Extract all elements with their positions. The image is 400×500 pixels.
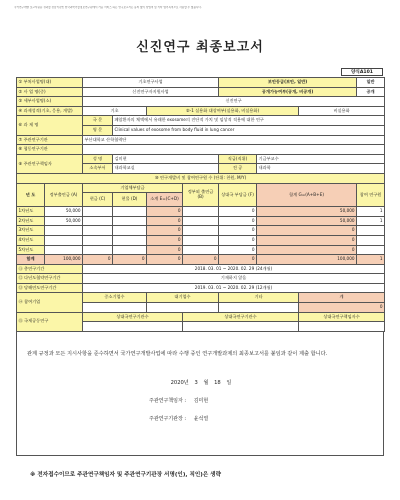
- budget-matching: 0: [219, 235, 257, 245]
- row-companies-head: [17, 293, 385, 303]
- budget-row: [17, 235, 385, 245]
- row-researcher-name: [17, 154, 385, 164]
- budget-cash: [83, 245, 113, 255]
- date-month-unit: 월: [203, 380, 209, 386]
- budget-subtotal: 0: [147, 245, 183, 255]
- intl-country-label: 상대국연구기관수: [83, 312, 183, 322]
- row-period-this: [17, 283, 385, 293]
- researcher-dept-value: 내과학교실: [113, 164, 219, 174]
- companies-large-value: [147, 303, 219, 313]
- row-coop-org: [17, 145, 385, 155]
- declaration-box: [16, 332, 384, 456]
- coop-org-label: ⑧ 협동연구기관: [17, 145, 83, 155]
- budget-year: 5차년도: [17, 245, 45, 255]
- researcher-name-label: 성 명: [83, 154, 113, 164]
- researcher-major-label: 전 공: [219, 164, 257, 174]
- budget-total: 0: [257, 226, 357, 236]
- budget-people: [357, 245, 385, 255]
- budget-subtotal: 0: [147, 226, 183, 236]
- signer-researcher-label: 주관연구책임자 :: [149, 398, 187, 404]
- project-eng-label: 영 문: [83, 125, 113, 135]
- budget-sum-row: [17, 255, 385, 265]
- period-prev-label: ⑫ 다년도협약연구기간: [17, 274, 83, 284]
- security-level-label: 보안등급(보안, 일반): [219, 78, 357, 88]
- budget-sum-matching: 0: [219, 255, 257, 265]
- public-value: 공개: [357, 87, 385, 97]
- budget-people: [357, 226, 385, 236]
- companies-small-label: 중소기업수: [83, 293, 147, 303]
- budget-sum-total: 100,000: [257, 255, 357, 265]
- researcher-name-value: 김미현: [113, 154, 219, 164]
- budget-local: [183, 207, 219, 217]
- budget-gov: 50,000: [45, 216, 83, 226]
- date-day-unit: 일: [226, 380, 232, 386]
- intl-researcher-value: [299, 322, 385, 332]
- coop-org-value: [83, 145, 385, 155]
- period-prev-value: 기재하지 않음: [83, 274, 385, 284]
- signer-researcher: [149, 397, 208, 404]
- budget-local: [183, 235, 219, 245]
- host-org-label: ⑦ 주관연구기관: [17, 135, 83, 145]
- researcher-major-value: 내과학: [257, 164, 385, 174]
- companies-small-value: [83, 303, 147, 313]
- budget-year: 2차년도: [17, 216, 45, 226]
- budget-cash-header: 현금 (C): [83, 193, 113, 207]
- budget-row: [17, 216, 385, 226]
- budget-people: 1: [357, 216, 385, 226]
- row-period-prev: [17, 274, 385, 284]
- research-type-value: 기초: [83, 106, 147, 116]
- sub-business-label: ③ 세부사업명(소): [17, 97, 83, 107]
- budget-cash: [83, 235, 113, 245]
- budget-year: 4차년도: [17, 235, 45, 245]
- budget-sum-inkind: 0: [113, 255, 147, 265]
- row-detail-business: [17, 87, 385, 97]
- row-business-name: [17, 78, 385, 88]
- budget-subtotal: 0: [147, 207, 183, 217]
- budget-subtotal-header: 소계 E=(C+D): [147, 193, 183, 207]
- business-name-value: 기초연구사업: [83, 78, 219, 88]
- budget-people-header: 참여 연구원: [357, 183, 385, 207]
- budget-sum-label: 합계: [17, 255, 45, 265]
- period-total-value: 2018. 03. 01 ~ 2020. 02. 29 (24개월): [83, 264, 385, 274]
- report-form-table: [16, 77, 385, 332]
- budget-gov: [45, 245, 83, 255]
- period-this-label: ⑬ 당해연도연구기간: [17, 283, 83, 293]
- budget-cash: [83, 207, 113, 217]
- budget-matching: 0: [219, 216, 257, 226]
- date-year: 2020년: [170, 380, 189, 386]
- companies-label: ⑭ 참여기업: [17, 293, 83, 312]
- budget-cash: [83, 216, 113, 226]
- budget-sum-gov: 100,000: [45, 255, 83, 265]
- budget-matching: 0: [219, 207, 257, 217]
- intl-researcher-label: 상대국연구책임자수: [299, 312, 385, 322]
- public-label: 공개가능여부(공개, 비공개): [219, 87, 357, 97]
- intl-country2-value: [183, 322, 299, 332]
- period-total-label: ⑪ 총연구기간: [17, 264, 83, 274]
- intl-country-value: [83, 322, 183, 332]
- companies-total-value: 0: [299, 303, 385, 313]
- budget-company-header: 기업체부담금: [83, 183, 183, 193]
- budget-heading-row: [17, 173, 385, 183]
- companies-total-label: 계: [299, 293, 385, 303]
- business-name-label: ① 부처사업명(대): [17, 78, 83, 88]
- intl-country2-label: 상대국연구기관수: [183, 312, 299, 322]
- project-kor-label: 국 문: [83, 116, 113, 126]
- budget-matching-header: 상대국 부담금 (F): [219, 183, 257, 207]
- budget-year: 1차년도: [17, 207, 45, 217]
- budget-total: 50,000: [257, 216, 357, 226]
- budget-sum-cash: 0: [83, 255, 113, 265]
- row-period-total: [17, 264, 385, 274]
- budget-row: [17, 207, 385, 217]
- signer-head-name: 윤석열: [193, 416, 209, 422]
- budget-sum-people: 1: [357, 255, 385, 265]
- researcher-label: ⑨ 주관연구책임자: [17, 154, 83, 173]
- budget-total-header: 합계 G=(A+B+E): [257, 183, 357, 207]
- period-this-value: 2019. 03. 01 ~ 2020. 02. 29 (12개월): [83, 283, 385, 293]
- page-title: 신진연구 최종보고서: [136, 40, 264, 55]
- companies-large-label: 대기업수: [147, 293, 219, 303]
- signer-institution-head: [149, 415, 208, 422]
- project-kor-value: 폐암환자의 체액에서 유래한 exosome의 진단적 가치 및 임상적 적용에 대한 연구: [113, 116, 385, 126]
- budget-subtotal: 0: [147, 235, 183, 245]
- footnote: ※ 전자접수이므로 주관연구책임자 및 주관연구기관장 서명(인), 직인)은 생략: [30, 472, 221, 478]
- budget-local: [183, 245, 219, 255]
- budget-people: [357, 235, 385, 245]
- budget-heading: ⑩ 연구개발비 및 참여연구원 수 (단위: 천원, M/Y): [17, 173, 385, 183]
- budget-matching: 0: [219, 226, 257, 236]
- budget-gov: [45, 235, 83, 245]
- budget-sum-local: 0: [183, 255, 219, 265]
- security-level-value: 일반: [357, 78, 385, 88]
- budget-subtotal: 0: [147, 216, 183, 226]
- budget-header-row-1: [17, 183, 385, 193]
- budget-local: [183, 226, 219, 236]
- detail-business-label: ② 사 업 명(중): [17, 87, 83, 97]
- budget-local: [183, 216, 219, 226]
- budget-inkind: [113, 226, 147, 236]
- detail-business-value: 신진연구자지원사업: [83, 87, 219, 97]
- row-host-org: [17, 135, 385, 145]
- companies-other-value: [219, 303, 299, 313]
- declaration-text: 관계 규정과 모든 지시사항을 준수하면서 국가연구개발사업에 따라 수행 중인 연구개발과제의 최종보고서를 붙임과 같이 제출 합니다.: [27, 351, 328, 357]
- budget-inkind-header: 현물 (D): [113, 193, 147, 207]
- row-intl-head: [17, 312, 385, 322]
- budget-people: 1: [357, 207, 385, 217]
- budget-local-header: 정부외 출연금 (B): [183, 183, 219, 207]
- project-name-label: ⑥ 과 제 명: [17, 116, 83, 135]
- budget-total: 0: [257, 245, 357, 255]
- project-eng-value: Clinical values of exosome from body fluid in lung cancer: [113, 125, 385, 135]
- form-code-label: 양식A101: [341, 68, 383, 76]
- date-month: 3: [194, 380, 198, 386]
- intl-label: ⑮ 국제공동연구: [17, 312, 83, 331]
- budget-gov-header: 정부출연금 (A): [45, 183, 83, 207]
- row-research-type: [17, 106, 385, 116]
- submission-date: [17, 379, 385, 386]
- practical-use-value: 비실용화: [299, 106, 385, 116]
- signer-head-label: 주관연구기관장 :: [149, 416, 187, 422]
- companies-other-label: 기타: [219, 293, 299, 303]
- researcher-position-value: 기금부교수: [257, 154, 385, 164]
- budget-matching: 0: [219, 245, 257, 255]
- research-type-label: ④ 과제성격(기초, 응용, 개발): [17, 106, 83, 116]
- host-org-value: 부산대학교 산학협력단: [83, 135, 385, 145]
- budget-inkind: [113, 245, 147, 255]
- practical-use-label: ⑤-1 실용화 대상여부(실용화, 비실용화): [147, 106, 299, 116]
- budget-year: 3차년도: [17, 226, 45, 236]
- date-day: 18: [214, 380, 221, 386]
- budget-inkind: [113, 235, 147, 245]
- budget-gov: 50,000: [45, 207, 83, 217]
- budget-inkind: [113, 207, 147, 217]
- budget-sum-subtotal: 0: [147, 255, 183, 265]
- signer-researcher-name: 김미현: [193, 398, 209, 404]
- budget-row: [17, 245, 385, 255]
- researcher-dept-label: 소속부서: [83, 164, 113, 174]
- row-sub-business: [17, 97, 385, 107]
- budget-row: [17, 226, 385, 236]
- budget-total: 50,000: [257, 207, 357, 217]
- row-project-kor: [17, 116, 385, 126]
- budget-cash: [83, 226, 113, 236]
- budget-inkind: [113, 216, 147, 226]
- budget-total: 0: [257, 235, 357, 245]
- sub-business-value: 신진연구: [83, 97, 385, 107]
- budget-gov: [45, 226, 83, 236]
- researcher-position-label: 직급(직위): [219, 154, 257, 164]
- budget-year-header: 년 도: [17, 183, 45, 207]
- top-notice: 국가연구개발 보고서원문 성과물 전담기관인 한국과학기술정보연구원에서 가공 서비스 하는 연구보고서는 동의 없이 상업적 및 기타 영리목적으로 사용할 수 없습니다.: [14, 6, 202, 9]
